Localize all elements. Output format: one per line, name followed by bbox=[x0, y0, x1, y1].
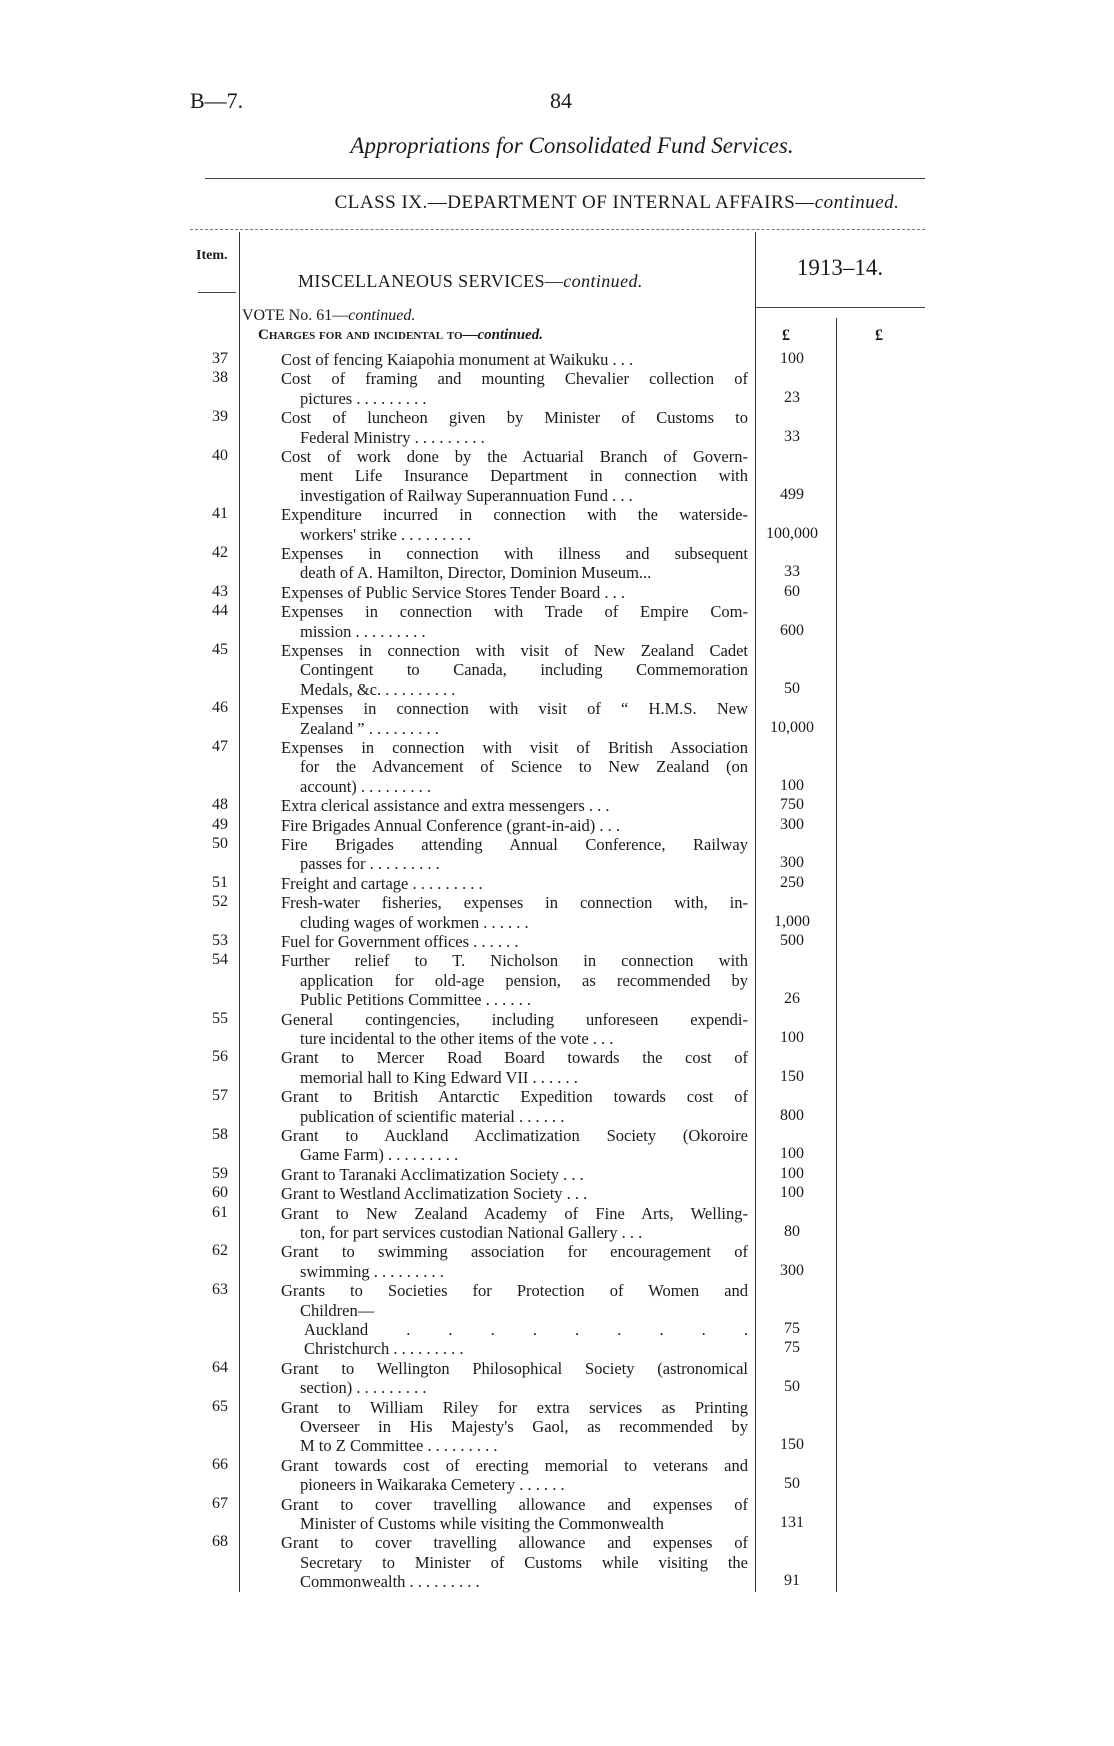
table-top-rule bbox=[190, 229, 925, 230]
item-description-line: pictures . . . . . . . . . bbox=[300, 388, 427, 408]
item-description-line: workers' strike . . . . . . . . . bbox=[300, 524, 472, 544]
item-description-line: Grant to Taranaki Acclimatization Society . . . bbox=[281, 1164, 584, 1184]
item-column-divider bbox=[239, 232, 240, 1592]
item-description-line: ton, for part services custodian National Gallery . . . bbox=[300, 1223, 643, 1242]
item-amount: 50 bbox=[784, 1475, 800, 1493]
item-amount: 600 bbox=[780, 621, 804, 639]
item-number: 48 bbox=[212, 796, 228, 814]
item-amount: 1,000 bbox=[774, 912, 810, 930]
item-description-line: memorial hall to King Edward VII . . . . . . bbox=[300, 1067, 578, 1087]
item-description-line: Expenses in connection with Trade of Empire Com- bbox=[281, 602, 748, 622]
item-description-line: mission . . . . . . . . . bbox=[300, 621, 426, 641]
item-amount: 60 bbox=[784, 582, 800, 600]
item-description-line: Commonwealth . . . . . . . . . bbox=[300, 1572, 480, 1592]
item-description-line: Zealand ” . . . . . . . . . bbox=[300, 718, 439, 738]
item-amount: 26 bbox=[784, 990, 800, 1008]
item-number: 39 bbox=[212, 408, 228, 426]
item-description-line: Minister of Customs while visiting the Commonwealth bbox=[300, 1514, 664, 1533]
item-description-line: Federal Ministry . . . . . . . . . bbox=[300, 427, 485, 447]
item-number: 40 bbox=[212, 447, 228, 464]
item-description-line: ture incidental to the other items of the vote . . . bbox=[300, 1029, 614, 1048]
item-amount: 75 bbox=[784, 1320, 800, 1337]
item-description-line: Children— bbox=[300, 1300, 375, 1320]
item-description-line: Grants to Societies for Protection of Women and bbox=[281, 1281, 748, 1301]
item-amount: 100 bbox=[780, 1184, 804, 1202]
year-header-rule bbox=[755, 307, 925, 308]
item-description-line: Extra clerical assistance and extra messengers . . . bbox=[281, 796, 610, 816]
item-description-line: Christchurch . . . . . . . . . bbox=[304, 1339, 464, 1359]
item-description-line: Overseer in His Majesty's Gaol, as recommended by bbox=[300, 1417, 748, 1436]
item-description-line: Game Farm) . . . . . . . . . bbox=[300, 1145, 459, 1165]
item-description-line: Expenses in connection with visit of “ H.M.S. New bbox=[281, 699, 748, 719]
item-description-line: Further relief to T. Nicholson in connection with bbox=[281, 951, 748, 971]
item-amount: 91 bbox=[784, 1572, 800, 1590]
item-description-line: Fuel for Government offices . . . . . . bbox=[281, 932, 519, 951]
class-title-continued: continued. bbox=[814, 192, 900, 213]
item-description-line: Fire Brigades attending Annual Conference, Railway bbox=[281, 835, 748, 854]
item-amount: 80 bbox=[784, 1223, 800, 1240]
item-description-line: Grant to Mercer Road Board towards the cost of bbox=[281, 1048, 748, 1068]
item-description-line: Expenditure incurred in connection with the waterside- bbox=[281, 505, 748, 525]
item-amount: 499 bbox=[780, 485, 804, 503]
item-number: 62 bbox=[212, 1242, 228, 1260]
item-description-line: Secretary to Minister of Customs while visiting the bbox=[300, 1552, 748, 1572]
item-number: 38 bbox=[212, 369, 228, 387]
item-description-line: Grant to Auckland Acclimatization Society (Okoroire bbox=[281, 1126, 748, 1145]
item-number: 44 bbox=[212, 602, 228, 620]
item-description-line: Grant to Westland Acclimatization Society . . . bbox=[281, 1184, 588, 1204]
item-amount: 250 bbox=[780, 873, 804, 891]
item-amount: 10,000 bbox=[770, 718, 814, 736]
item-description-line: Expenses of Public Service Stores Tender Board . . . bbox=[281, 582, 626, 602]
item-description-line: Fresh-water fisheries, expenses in connection with, in- bbox=[281, 893, 748, 913]
section-heading-continued: continued. bbox=[563, 271, 643, 291]
item-description-line: application for old-age pension, as recommended by bbox=[300, 970, 748, 990]
item-description-line: Grant to cover travelling allowance and expenses of bbox=[281, 1533, 748, 1553]
item-amount: 100 bbox=[780, 776, 804, 794]
item-description-line: Public Petitions Committee . . . . . . bbox=[300, 990, 531, 1010]
item-number: 37 bbox=[212, 350, 228, 367]
item-amount: 23 bbox=[784, 388, 800, 406]
item-description-line: Grant to British Antarctic Expedition towards cost of bbox=[281, 1087, 748, 1107]
item-description-line: Medals, &c. . . . . . . . . . bbox=[300, 679, 456, 699]
vote-continued: continued. bbox=[348, 307, 416, 324]
item-number: 63 bbox=[212, 1281, 228, 1299]
item-number: 66 bbox=[212, 1455, 228, 1473]
item-description-line: Cost of work done by the Actuarial Branch of Govern- bbox=[281, 447, 748, 466]
title-rule bbox=[205, 178, 925, 179]
item-description-line: General contingencies, including unforeseen expendi- bbox=[281, 1009, 748, 1029]
item-number: 45 bbox=[212, 641, 228, 658]
item-amount: 50 bbox=[784, 679, 800, 697]
item-description-line: ment Life Insurance Department in connection with bbox=[300, 466, 748, 486]
item-amount: 100,000 bbox=[766, 524, 818, 542]
item-amount: 33 bbox=[784, 427, 800, 445]
item-description-line: Fire Brigades Annual Conference (grant-in-aid) . . . bbox=[281, 815, 621, 835]
running-title: Appropriations for Consolidated Fund Services. bbox=[350, 133, 794, 158]
section-heading-main: MISCELLANEOUS SERVICES— bbox=[298, 271, 564, 291]
item-description-line: Grant to William Riley for extra services as Printing bbox=[281, 1397, 748, 1417]
item-description-line: Expenses in connection with illness and subsequent bbox=[281, 544, 748, 563]
item-amount: 131 bbox=[780, 1514, 804, 1531]
item-description-line: M to Z Committee . . . . . . . . . bbox=[300, 1436, 498, 1456]
item-number: 68 bbox=[212, 1533, 228, 1551]
item-description-line: Cost of framing and mounting Chevalier collection of bbox=[281, 369, 748, 389]
class-title-main: CLASS IX.—DEPARTMENT OF INTERNAL AFFAIRS— bbox=[334, 192, 815, 213]
pound-sign-col1: £ bbox=[782, 327, 790, 344]
item-number: 49 bbox=[212, 815, 228, 833]
item-amount: 50 bbox=[784, 1378, 800, 1396]
item-amount: 750 bbox=[780, 796, 804, 814]
item-amount: 300 bbox=[780, 854, 804, 872]
item-amount: 300 bbox=[780, 1261, 804, 1279]
item-column-header: Item. bbox=[196, 248, 228, 263]
vote-line bbox=[242, 307, 415, 325]
item-description-line: swimming . . . . . . . . . bbox=[300, 1261, 444, 1281]
item-number: 67 bbox=[212, 1494, 228, 1512]
item-amount: 100 bbox=[780, 1145, 804, 1163]
item-description-line: publication of scientific material . . . . . . bbox=[300, 1106, 565, 1126]
item-description-line: Expenses in connection with visit of New Zealand Cadet bbox=[281, 641, 748, 660]
item-number: 55 bbox=[212, 1009, 228, 1027]
section-heading bbox=[298, 271, 643, 292]
item-description-line: Grant to cover travelling allowance and expenses of bbox=[281, 1494, 748, 1514]
item-number: 54 bbox=[212, 951, 228, 969]
item-number: 58 bbox=[212, 1126, 228, 1143]
item-number: 41 bbox=[212, 505, 228, 523]
item-description-line: pioneers in Waikaraka Cemetery . . . . . . bbox=[300, 1475, 565, 1495]
item-description-line: Contingent to Canada, including Commemoration bbox=[300, 660, 748, 680]
charges-line bbox=[258, 327, 543, 344]
item-number: 64 bbox=[212, 1358, 228, 1376]
item-amount: 100 bbox=[780, 1164, 804, 1182]
item-number: 46 bbox=[212, 699, 228, 717]
item-description-line: Freight and cartage . . . . . . . . . bbox=[281, 873, 483, 893]
item-amount: 150 bbox=[780, 1067, 804, 1085]
page-number: 84 bbox=[550, 88, 572, 113]
item-amount: 500 bbox=[780, 932, 804, 949]
item-number: 56 bbox=[212, 1048, 228, 1066]
item-header-rule bbox=[198, 292, 236, 293]
item-amount: 75 bbox=[784, 1339, 800, 1357]
item-description-line: for the Advancement of Science to New Zealand (on bbox=[300, 757, 748, 777]
amount-column-divider bbox=[836, 318, 837, 1592]
item-description-line: Grant to Wellington Philosophical Society (astronomical bbox=[281, 1358, 748, 1378]
item-number: 47 bbox=[212, 738, 228, 755]
charges-main: Charges for and incidental to— bbox=[258, 327, 478, 343]
item-description-line: investigation of Railway Superannuation Fund . . . bbox=[300, 485, 633, 505]
item-number: 65 bbox=[212, 1397, 228, 1415]
item-number: 61 bbox=[212, 1203, 228, 1221]
item-number: 53 bbox=[212, 932, 228, 949]
year-heading-text: 1913–14. bbox=[796, 255, 884, 280]
item-number: 51 bbox=[212, 873, 228, 891]
pound-sign-col2: £ bbox=[875, 327, 883, 344]
item-amount: 300 bbox=[780, 815, 804, 833]
item-amount: 33 bbox=[784, 563, 800, 581]
item-description-line: cluding wages of workmen . . . . . . bbox=[300, 912, 529, 932]
item-number: 60 bbox=[212, 1184, 228, 1202]
item-description-line: death of A. Hamilton, Director, Dominion Museum... bbox=[300, 563, 652, 583]
item-number: 43 bbox=[212, 582, 228, 600]
item-description-line: Grant to swimming association for encouragement of bbox=[281, 1242, 748, 1262]
item-number: 52 bbox=[212, 893, 228, 911]
item-description-line: section) . . . . . . . . . bbox=[300, 1378, 427, 1398]
item-description-line: Grant towards cost of erecting memorial to veterans and bbox=[281, 1455, 748, 1475]
item-number: 42 bbox=[212, 544, 228, 561]
page-reference: B—7. bbox=[190, 88, 244, 113]
item-description-line: passes for . . . . . . . . . bbox=[300, 854, 440, 874]
item-amount: 100 bbox=[780, 350, 804, 367]
item-number: 50 bbox=[212, 835, 228, 852]
class-title bbox=[0, 192, 1114, 214]
vote-main: VOTE No. 61— bbox=[242, 307, 349, 324]
item-number: 57 bbox=[212, 1087, 228, 1105]
item-description-line: Cost of luncheon given by Minister of Customs to bbox=[281, 408, 748, 428]
charges-continued: continued. bbox=[477, 327, 543, 343]
item-description-line: Auckland . . . . . . . . . bbox=[304, 1320, 748, 1339]
item-amount: 150 bbox=[780, 1436, 804, 1454]
item-description-line: account) . . . . . . . . . bbox=[300, 776, 432, 796]
item-amount: 800 bbox=[780, 1106, 804, 1124]
item-number: 59 bbox=[212, 1164, 228, 1182]
item-description-line: Cost of fencing Kaiapohia monument at Waikuku . . . bbox=[281, 350, 634, 369]
item-amount: 100 bbox=[780, 1029, 804, 1046]
item-description-line: Grant to New Zealand Academy of Fine Arts, Welling- bbox=[281, 1203, 748, 1223]
item-description-line: Expenses in connection with visit of British Association bbox=[281, 738, 748, 757]
